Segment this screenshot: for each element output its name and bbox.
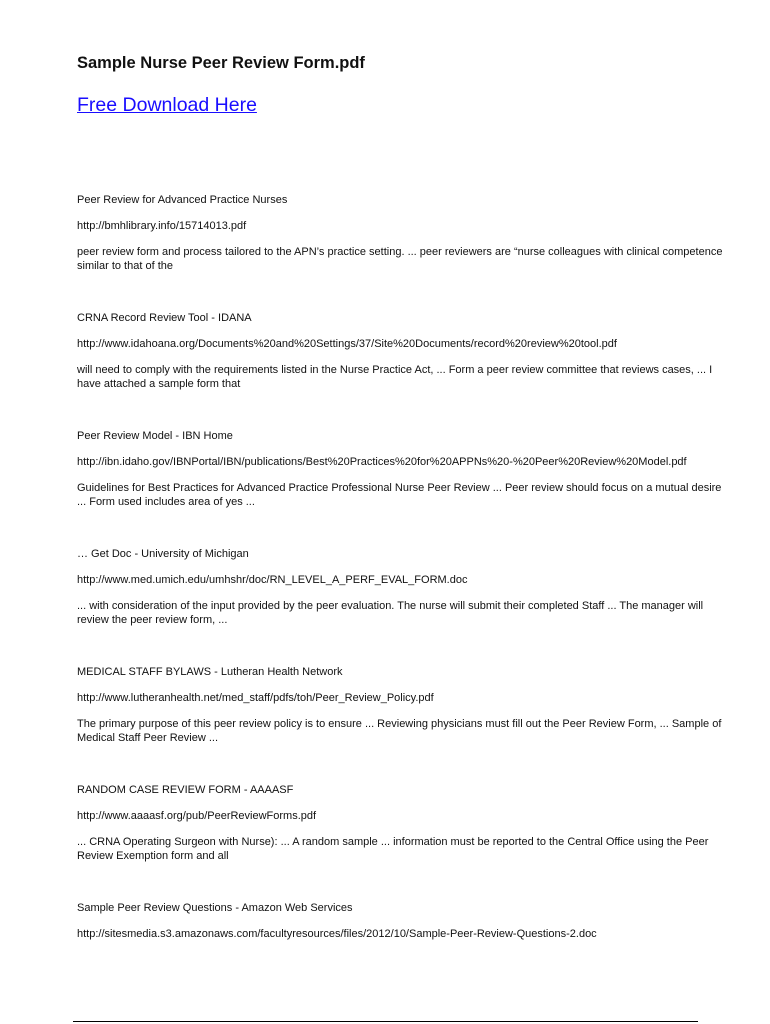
entry-title: … Get Doc - University of Michigan: [77, 548, 249, 560]
entry-url: http://ibn.idaho.gov/IBNPortal/IBN/publications/Best%20Practices%20for%20APPNs%20-%20Peer%20Review%20Model.pdf: [77, 456, 687, 468]
document-title: Sample Nurse Peer Review Form.pdf: [77, 54, 365, 72]
entry-title: CRNA Record Review Tool - IDANA: [77, 312, 252, 324]
list-item: [77, 429, 732, 509]
entry-title: Sample Peer Review Questions - Amazon Web Services: [77, 902, 353, 914]
document-page: [77, 52, 732, 979]
list-item: [77, 901, 732, 941]
entry-snippet: peer review form and process tailored to the APN’s practice setting. ... peer reviewers are “nurse colleagues with clinical competence similar to that of the: [77, 246, 723, 272]
entry-url: http://sitesmedia.s3.amazonaws.com/facultyresources/files/2012/10/Sample-Peer-Review-Questions-2.doc: [77, 928, 597, 940]
list-item: [77, 665, 732, 745]
entry-url: http://www.aaaasf.org/pub/PeerReviewForms.pdf: [77, 810, 317, 822]
entry-snippet: The primary purpose of this peer review policy is to ensure ... Reviewing physicians must fill out the Peer Review Form, ... Sample of Medical Staff Peer Review ...: [77, 718, 722, 744]
results-list: [77, 193, 732, 941]
entry-snippet: ... with consideration of the input provided by the peer evaluation. The nurse will submit their completed Staff ... The manager will review the peer review form, ...: [77, 600, 704, 626]
list-item: [77, 311, 732, 391]
entry-title: Peer Review for Advanced Practice Nurses: [77, 194, 288, 206]
entry-snippet: will need to comply with the requirements listed in the Nurse Practice Act, ... Form a peer review committee that reviews cases, ... I have attached a sample form that: [77, 364, 713, 390]
entry-title: RANDOM CASE REVIEW FORM - AAAASF: [77, 784, 294, 796]
entry-snippet: ... CRNA Operating Surgeon with Nurse): ... A random sample ... information must be reported to the Central Office using the Peer Review Exemption form and all: [77, 836, 709, 862]
entry-snippet: Guidelines for Best Practices for Advanced Practice Professional Nurse Peer Review ... Peer review should focus on a mutual desire ... Form used includes area of yes ...: [77, 482, 722, 508]
footer-divider: [73, 1021, 698, 1022]
list-item: [77, 547, 732, 627]
free-download-link[interactable]: Free Download Here: [77, 94, 257, 116]
entry-url: http://bmhlibrary.info/15714013.pdf: [77, 220, 247, 232]
list-item: [77, 193, 732, 273]
entry-url: http://www.idahoana.org/Documents%20and%20Settings/37/Site%20Documents/record%20review%20tool.pdf: [77, 338, 617, 350]
entry-title: Peer Review Model - IBN Home: [77, 430, 233, 442]
entry-url: http://www.lutheranhealth.net/med_staff/pdfs/toh/Peer_Review_Policy.pdf: [77, 692, 434, 704]
list-item: [77, 783, 732, 863]
entry-title: MEDICAL STAFF BYLAWS - Lutheran Health Network: [77, 666, 343, 678]
entry-url: http://www.med.umich.edu/umhshr/doc/RN_LEVEL_A_PERF_EVAL_FORM.doc: [77, 574, 468, 586]
